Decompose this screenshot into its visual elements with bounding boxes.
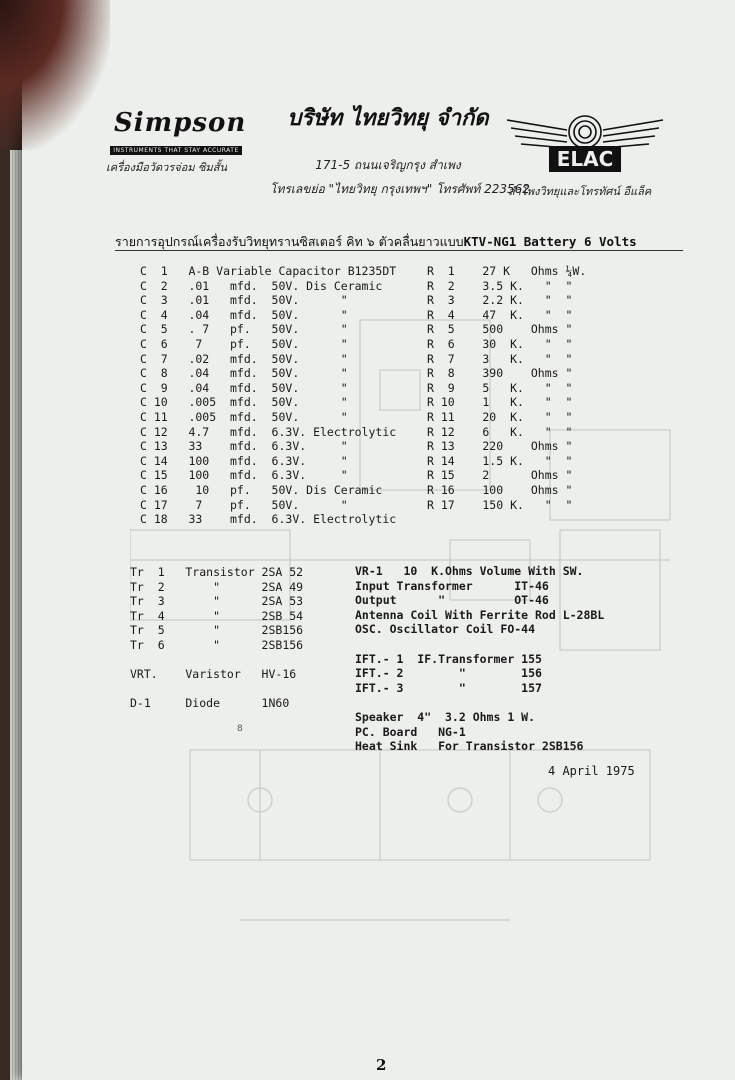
capacitor-row: C 10 .005 mfd. 50V. "	[140, 395, 348, 410]
elac-logo-text: ELAC	[556, 147, 614, 171]
semiconductor-row: Tr 4 " 2SB 54	[130, 608, 304, 623]
semiconductor-row: Tr 3 " 2SA 53	[130, 594, 304, 609]
resistor-row: R 2 3.5 K. " "	[427, 278, 573, 293]
resistor-row: R 14 1.5 K. " "	[427, 453, 573, 468]
other-part-row: Output " OT-46	[355, 593, 549, 608]
capacitor-list	[140, 264, 396, 527]
simpson-logo	[106, 108, 250, 174]
resistor-row: R 9 5 K. " "	[427, 380, 573, 395]
simpson-subtitle: เครื่องมือวัดวรจ่อม ซิมสั้น	[106, 161, 228, 174]
resistor-row: R 17 150 K. " "	[427, 497, 573, 512]
capacitor-row: C 15 100 mfd. 6.3V. "	[140, 468, 348, 483]
title-model: KTV-NG1 Battery 6 Volts	[463, 234, 637, 249]
simpson-logo-text: Simpson	[114, 108, 247, 138]
resistor-row: R 11 20 K. " "	[427, 409, 573, 424]
resistor-row: R 8 390 Ohms "	[427, 366, 573, 381]
semiconductor-row: Tr 2 " 2SA 49	[130, 579, 304, 594]
document-date: 4 April 1975	[548, 764, 635, 778]
elac-logo	[505, 112, 665, 178]
other-part-row: PC. Board NG-1	[355, 724, 466, 739]
other-part-row: OSC. Oscillator Coil FO-44	[355, 622, 536, 637]
other-part-row: Input Transformer IT-46	[355, 578, 549, 593]
resistor-row: R 12 6 K. " "	[427, 424, 573, 439]
other-part-row: IFT.- 2 " 156	[355, 666, 542, 681]
semiconductor-row: Tr 6 " 2SB156	[130, 637, 304, 652]
capacitor-row: C 14 100 mfd. 6.3V. "	[140, 453, 348, 468]
simpson-tagline: INSTRUMENTS THAT STAY ACCURATE	[110, 146, 242, 155]
other-part-row: Heat Sink For Transistor 2SB156	[355, 739, 584, 754]
semiconductor-row: D-1 Diode 1N60	[130, 696, 290, 711]
document-title	[115, 232, 690, 252]
other-parts-list	[355, 564, 604, 754]
capacitor-row: C 8 .04 mfd. 50V. "	[140, 366, 348, 381]
semiconductor-row	[130, 681, 303, 696]
resistor-row: R 13 220 Ohms "	[427, 439, 573, 454]
other-part-row: IFT.- 3 " 157	[355, 680, 542, 695]
semiconductor-row: Tr 1 Transistor 2SA 52	[130, 565, 304, 579]
page-number: 2	[376, 1056, 387, 1074]
semiconductor-list	[130, 564, 303, 710]
semiconductor-row	[130, 652, 303, 667]
other-part-row: Antenna Coil With Ferrite Rod L-28BL	[355, 607, 605, 622]
title-rule	[115, 250, 683, 251]
elac-winged-emblem	[505, 112, 665, 178]
resistor-row: R 5 500 Ohms "	[427, 322, 573, 337]
resistor-row: R 10 1 K. " "	[427, 395, 573, 410]
resistor-row: R 4 47 K. " "	[427, 307, 573, 322]
company-name: บริษัท ไทยวิทยุ จำกัด	[287, 105, 489, 131]
capacitor-row: C 3 .01 mfd. 50V. "	[140, 293, 348, 308]
resistor-row: R 3 2.2 K. " "	[427, 293, 573, 308]
capacitor-row: C 5 . 7 pf. 50V. "	[140, 322, 348, 337]
capacitor-row: C 12 4.7 mfd. 6.3V. Electrolytic	[140, 424, 397, 439]
title-prefix: รายการอุปกรณ์เครื่องรับวิทยุทรานซิสเตอร์ คิท ๖ ตัวคลื่นยาวแบบ	[115, 234, 464, 249]
resistor-row: R 1 27 K Ohms ¼W.	[427, 264, 587, 278]
company-contact: โทรเลขย่อ "ไทยวิทยุ กรุงเทพฯ" โทรศัพท์ 223562	[270, 182, 530, 196]
capacitor-row: C 6 7 pf. 50V. "	[140, 336, 348, 351]
other-part-row: VR-1 10 K.Ohms Volume With SW.	[355, 564, 584, 578]
capacitor-row: C 2 .01 mfd. 50V. Dis Ceramic	[140, 278, 383, 293]
resistor-row: R 7 3 K. " "	[427, 351, 573, 366]
company-address: 171-5 ถนนเจริญกรุง สำเพง	[315, 158, 461, 172]
other-part-row: IFT.- 1 IF.Transformer 155	[355, 651, 542, 666]
resistor-row: R 15 2 Ohms "	[427, 468, 573, 483]
capacitor-row: C 4 .04 mfd. 50V. "	[140, 307, 348, 322]
elac-subtitle: ลำโพงวิทยุและโทรทัศน์ อีแล็ค	[508, 185, 652, 198]
capacitor-row: C 16 10 pf. 50V. Dis Ceramic	[140, 482, 383, 497]
other-part-row	[355, 637, 604, 652]
stray-mark: 8	[237, 724, 243, 734]
capacitor-row: C 18 33 mfd. 6.3V. Electrolytic	[140, 512, 397, 527]
capacitor-row: C 17 7 pf. 50V. "	[140, 497, 348, 512]
semiconductor-row: VRT. Varistor HV-16	[130, 667, 297, 682]
capacitor-row: C 13 33 mfd. 6.3V. "	[140, 439, 348, 454]
capacitor-row: C 7 .02 mfd. 50V. "	[140, 351, 348, 366]
resistor-row: R 6 30 K. " "	[427, 336, 573, 351]
capacitor-row: C 11 .005 mfd. 50V. "	[140, 409, 348, 424]
resistor-list	[427, 264, 586, 512]
capacitor-row: C 1 A-B Variable Capacitor B1235DT	[140, 264, 397, 278]
other-part-row: Speaker 4" 3.2 Ohms 1 W.	[355, 709, 536, 724]
semiconductor-row: Tr 5 " 2SB156	[130, 623, 304, 638]
other-part-row	[355, 695, 604, 710]
resistor-row: R 16 100 Ohms "	[427, 482, 573, 497]
capacitor-row: C 9 .04 mfd. 50V. "	[140, 380, 348, 395]
